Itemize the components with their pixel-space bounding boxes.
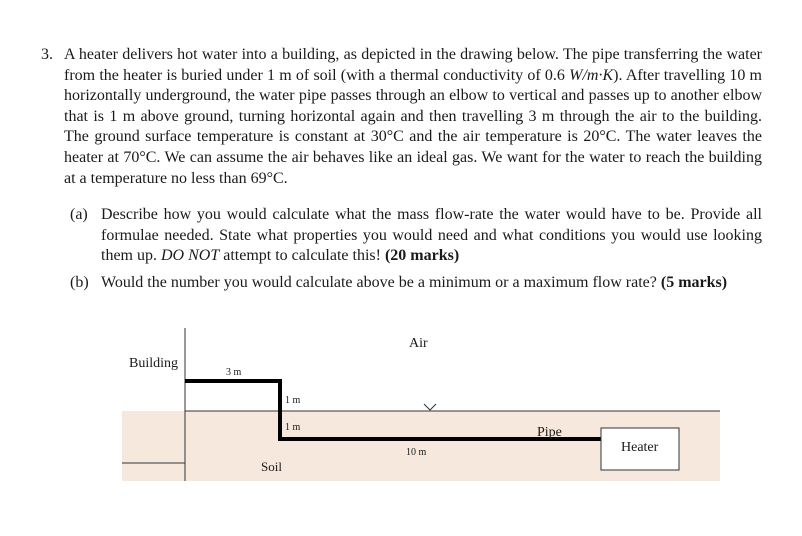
part-a-text-2: attempt to calculate this! <box>223 247 381 265</box>
part-a-label: (a) <box>70 206 88 223</box>
dim-1m-below-label: 1 m <box>285 422 301 433</box>
part-a-text-1: Describe how you would calculate what the mass flow-rate the water would have to be. Provide all formulae needed. State what properties you would need and what conditions you would use looking them up. <box>101 206 762 265</box>
ground-level-marker-icon <box>424 404 436 410</box>
soil-label: Soil <box>261 459 282 474</box>
part-a-emphasis: DO NOT <box>161 247 220 265</box>
dim-3m-label: 3 m <box>226 367 242 378</box>
dim-1m-above-label: 1 m <box>285 395 301 406</box>
heater-label: Heater <box>621 440 659 455</box>
question-number: 3. <box>41 46 53 63</box>
part-b-label: (b) <box>70 274 89 291</box>
part-b-text-1: Would the number you would calculate above be a minimum or a maximum flow rate? <box>101 274 657 291</box>
pipe-label: Pipe <box>537 425 562 440</box>
dim-10m-label: 10 m <box>406 447 427 458</box>
question-intro: A heater delivers hot water into a building, as depicted in the drawing below. The pipe transferring the water from the heater is buried under 1 m of soil (with a thermal conductivity of 0.6 W/m·K). After travelling 10 m horizontally underground, the water pipe passes through an elbow to vertical and passes up to another elbow that is 1 m above ground, turning horizontal again and then travelling 3 m through the air to the building. The ground surface temperature is constant at 30°C and the air temperature is 20°C. The water leaves the heater at 70°C. We can assume the air behaves like an ideal gas. We want for the water to reach the building at a temperature no less than 69°C. <box>64 46 762 187</box>
air-label: Air <box>409 336 428 351</box>
building-label: Building <box>129 356 179 371</box>
part-b-marks: (5 marks) <box>660 274 728 291</box>
part-a-marks: (20 marks) <box>384 247 460 265</box>
conductivity-unit: W/m·K <box>569 66 614 84</box>
